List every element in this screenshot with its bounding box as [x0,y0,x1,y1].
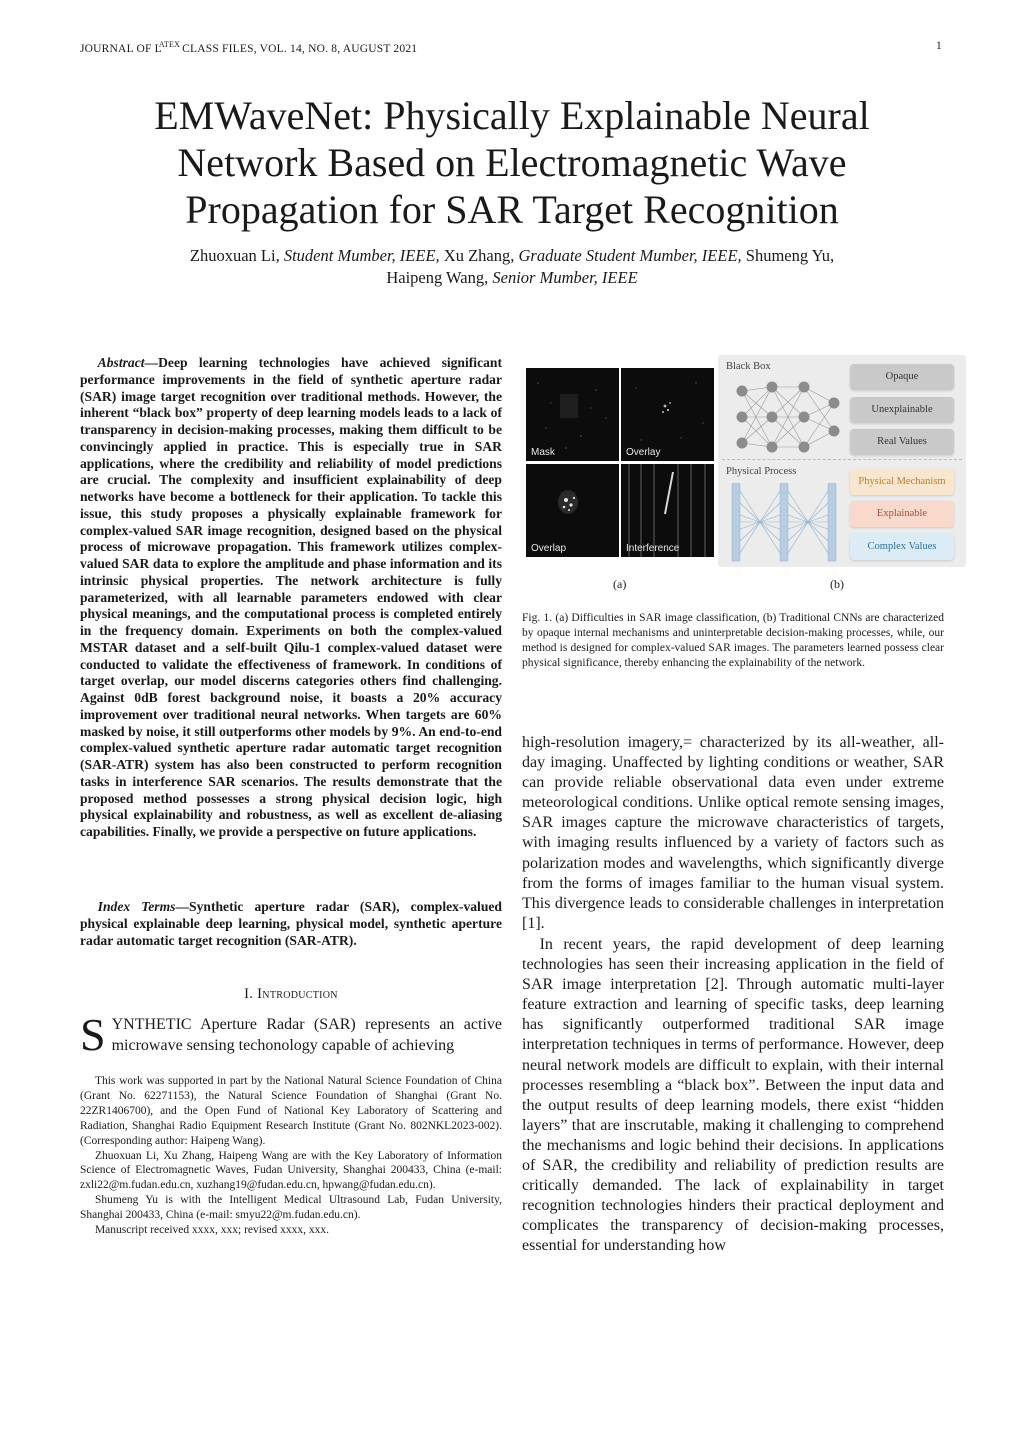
latex-logo: ATEX [158,40,181,49]
footnotes [80,1074,502,1238]
sar-tile-overlap [526,464,619,557]
label-complex-values: Complex Values [850,534,954,560]
subfigure-b-label: (b) [830,577,844,591]
explainability-panel [718,355,966,567]
black-box-label: Black Box [726,361,771,372]
figure-caption: Fig. 1. (a) Difficulties in SAR image classification, (b) Traditional CNNs are characterized by opaque internal mechanisms and uninterpretable decision-making processes, while, our method is designed for complex-valued SAR images. The parameters learned possess clear physical significance, thereby enhancing the explainability of the network. [522,612,944,669]
author-4: Haipeng Wang, [386,268,489,287]
tile-label-overlap: Overlap [531,543,567,554]
journal-details: CLASS FILES, VOL. 14, NO. 8, AUGUST 2021 [179,42,418,55]
footnote-affiliation-1: Zhuoxuan Li, Xu Zhang, Haipeng Wang are with the Key Laboratory of Information Science of Electromagnetic Waves, Fudan University, Shanghai 200433, China (e-mail: zxli22@m.fudan.edu.cn, xuzhang19@fudan.edu.cn, hpwang@fudan.edu.cn). [80,1149,502,1192]
page-number: 1 [936,40,942,52]
section-title: Introduction [257,986,338,1002]
tile-label-interference: Interference [626,543,680,554]
intro-paragraph [80,1009,502,1060]
abstract-label: Abstract [97,355,145,370]
index-terms [80,899,502,949]
author-2: Xu Zhang, [443,246,515,265]
panel-divider [722,459,962,461]
dropcap: S [80,1009,106,1060]
figure-1 [520,355,970,595]
sar-tile-overlay [621,368,714,461]
journal-name: JOURNAL OF L [80,42,162,55]
physical-process-label: Physical Process [726,466,797,477]
intro-text: YNTHETIC Aperture Radar (SAR) represents an active microwave sensing techonology capable of achieving [111,1016,502,1054]
label-explainable: Explainable [850,501,954,527]
author-4-role: Senior Mumber, IEEE [492,268,638,287]
author-1-role: Student Mumber, IEEE, [283,246,440,265]
footnote-affiliation-2: Shumeng Yu is with the Intelligent Medical Ultrasound Lab, Fudan University, Shanghai 200433, China (e-mail: smyu22@m.fudan.edu.cn). [80,1194,502,1222]
index-terms-text: —Synthetic aperture radar (SAR), complex-valued physical explainable deep learning, physical model, synthetic aperture radar automatic target recognition (SAR-ATR). [80,899,502,948]
section-number: I. [244,986,254,1002]
label-opaque: Opaque [850,364,954,390]
author-list [80,245,944,289]
tile-label-overlay: Overlay [626,447,661,458]
label-real-values: Real Values [850,429,954,455]
tile-label-mask: Mask [531,447,555,458]
label-unexplainable: Unexplainable [850,397,954,423]
physical-process-diagram [730,483,842,563]
author-1: Zhuoxuan Li, [189,246,280,265]
body-paragraph-1: high-resolution imagery,= characterized by its all-weather, all-day imaging. Unaffected by lighting conditions or weather, SAR can provide reliable observational data even under extreme meteorological conditions. Unlike optical remote sensing images, SAR images capture the microwave characteristics of targets, with imaging results influenced by a variety of factors such as polarization modes and wavelengths, which significantly diverge from the forms of images familiar to the human visual system. This divergence leads to considerable challenges in interpretation [1]. [522,734,944,932]
paper-title: EMWaveNet: Physically Explainable Neural Network Based on Electromagnetic Wave Propagation for SAR Target Recognition [154,93,870,232]
footnote-manuscript: Manuscript received xxxx, xxx; revised xxxx, xxx. [94,1224,330,1237]
abstract [80,355,502,841]
label-physical-mechanism: Physical Mechanism [850,469,954,495]
author-3: Shumeng Yu, [745,246,835,265]
running-header [80,40,417,55]
abstract-text: —Deep learning technologies have achieved significant performance improvements in the field of synthetic aperture radar (SAR) image target recognition over traditional methods. However, the inherent “black box” property of deep learning models leads to a lack of transparency in decision-making processes, making them difficult to be convincingly applied in practice. This is especially true in SAR applications, where the credibility and reliability of model predictions are crucial. The complexity and insufficient explainability of deep networks have become a bottleneck for their application. To tackle this issue, this study proposes a physically explainable framework for complex-valued SAR image recognition, designed based on the physical process of microwave propagation. This framework utilizes complex-valued SAR data to explore the amplitude and phase information and its intrinsic physical properties. The network architecture is fully parameterized, with all learnable parameters endowed with clear physical meanings, and the computational process is completed entirely in the frequency domain. Experiments on both the complex-valued MSTAR dataset and a self-built Qilu-1 complex-valued dataset were conducted to validate the effectiveness of framework. In conditions of target overlap, our model discerns categories others find challenging. Against 0dB forest background noise, it boasts a 20% accuracy improvement over traditional neural networks. When targets are 60% masked by noise, it still outperforms other models by 9%. An end-to-end complex-valued synthetic aperture radar automatic target recognition (SAR-ATR) system has also been constructed to perform recognition tasks in interference SAR scenarios. The results demonstrate that the proposed method possesses a strong physical decision logic, high physical explainability and robustness, as well as excellent de-aliasing capabilities. Finally, we provide a perspective on future applications. [80,355,502,839]
section-heading [80,986,502,1003]
sar-tile-interference [621,464,714,557]
author-2-role: Graduate Student Mumber, IEEE, [518,246,742,265]
footnote-funding: This work was supported in part by the National Natural Science Foundation of China (Grant No. 62271153), the Natural Science Foundation of Shanghai (Grant No. 22ZR1406700), and the Open Fund of National Key Laboratory of Scattering and Radiation, Shanghai Radio Equipment Research Institute (Grant No. 802NKL2023-002). (Corresponding author: Haipeng Wang). [80,1075,502,1147]
sar-tile-mask [526,368,619,461]
subfigure-a-label: (a) [613,577,627,591]
index-terms-label: Index Terms [97,899,176,914]
black-box-network-diagram [730,377,842,457]
body-paragraph-2: In recent years, the rapid development of deep learning technologies has seen their increasing application in the field of SAR image interpretation [2]. Through automatic multi-layer feature extraction and learning of specific tasks, deep learning has significantly outperformed traditional SAR image interpretation techniques in terms of performance. However, deep neural network models are difficult to explain, with their internal processes resembling a “black box”. Between the input data and the output results of deep learning models, there exist “hidden layers” that are inscrutable, making it challenging to comprehend the mechanisms and logic behind their decisions. In applications of SAR, the credibility and reliability of prediction results are critically demanded. The lack of explainability in target recognition technologies hinders their practical deployment and complicates the transparency of decision-making processes, essential for understanding how [522,936,944,1255]
